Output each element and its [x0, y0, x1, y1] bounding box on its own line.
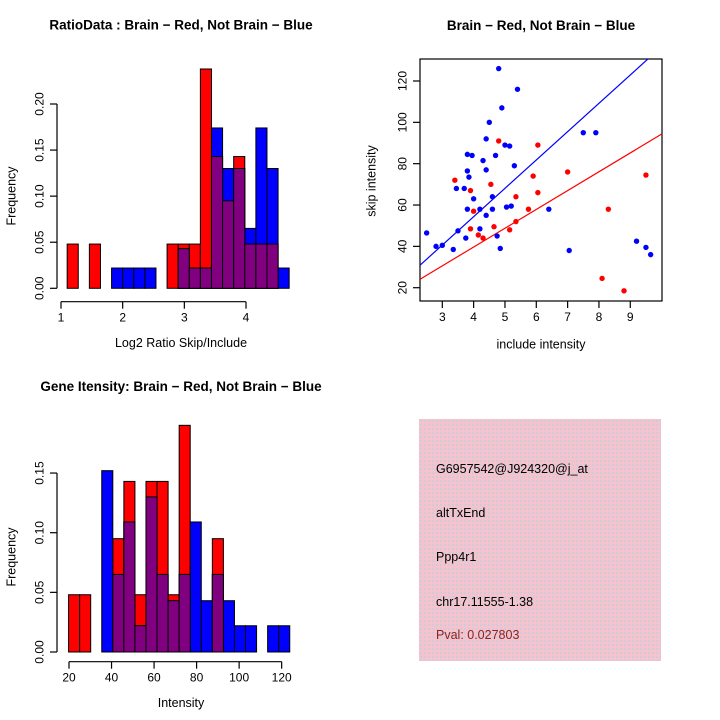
not-brain-fit-line	[420, 59, 648, 265]
gene-histogram-bars	[69, 425, 290, 652]
data-point	[507, 143, 512, 148]
data-point	[513, 219, 518, 224]
data-point	[455, 228, 460, 233]
x-tick-label: 6	[532, 310, 540, 324]
x-tick-label: 1	[57, 310, 65, 325]
data-point	[581, 130, 586, 135]
data-point	[504, 204, 509, 209]
x-tick-label: 20	[62, 670, 76, 685]
data-point	[493, 153, 498, 158]
data-point	[468, 188, 473, 193]
bar-overlap	[212, 574, 223, 652]
data-point	[634, 238, 639, 243]
bar-blue	[145, 268, 156, 288]
data-point	[566, 248, 571, 253]
data-point	[496, 138, 501, 143]
bar-overlap	[178, 249, 189, 289]
probe-id-text: G6957542@J924320@j_at	[436, 462, 588, 476]
data-point	[526, 206, 531, 211]
scatter-axes	[396, 59, 663, 324]
ratio-histogram-xlabel: Log2 Ratio Skip/Include	[114, 336, 248, 350]
x-tick-label: 60	[147, 670, 161, 685]
location-text: chr17.11555-1.38	[436, 595, 534, 609]
data-point	[476, 232, 481, 237]
bar-overlap	[211, 157, 222, 289]
bar-blue	[201, 601, 212, 652]
x-tick-label: 40	[104, 670, 119, 685]
bar-overlap	[200, 268, 211, 288]
data-point	[648, 252, 653, 257]
x-tick-label: 100	[229, 670, 250, 685]
y-tick-label: 0.00	[32, 640, 47, 664]
data-point	[433, 244, 438, 249]
data-point	[465, 206, 470, 211]
data-point	[509, 203, 514, 208]
data-point	[565, 169, 570, 174]
y-tick-label: 120	[395, 70, 410, 92]
bar-red	[80, 595, 91, 652]
bar-blue	[268, 626, 279, 652]
data-point	[487, 120, 492, 125]
data-point	[512, 163, 517, 168]
scatter-title: Brain − Red, Not Brain − Blue	[446, 18, 636, 33]
y-tick-label: 20	[395, 281, 410, 295]
gene-name-text: Ppp4r1	[436, 550, 477, 564]
data-point	[491, 224, 496, 229]
bar-overlap	[223, 201, 234, 289]
x-tick-label: 2	[119, 310, 127, 325]
bar-red	[167, 244, 178, 288]
bar-blue	[223, 601, 234, 652]
data-point	[480, 235, 485, 240]
bar-overlap	[256, 244, 267, 288]
data-point	[490, 194, 495, 199]
pval-text: Pval: 0.027803	[436, 628, 520, 642]
x-tick-label: 7	[564, 310, 571, 324]
bar-overlap	[179, 574, 190, 652]
data-point	[483, 136, 488, 141]
gene-histogram-title: Gene Itensity: Brain − Red, Not Brain − Blue	[40, 379, 322, 394]
data-point	[496, 66, 501, 71]
bar-overlap	[189, 268, 200, 288]
bar-blue	[112, 268, 123, 288]
y-tick-label: 0.00	[32, 276, 47, 300]
bar-overlap	[113, 574, 124, 652]
data-point	[513, 194, 518, 199]
data-point	[424, 230, 429, 235]
bar-overlap	[146, 497, 157, 652]
bar-blue	[246, 626, 257, 652]
data-point	[471, 209, 476, 214]
x-tick-label: 3	[438, 310, 446, 324]
bar-overlap	[245, 244, 256, 288]
ratio-histogram-ylabel: Frequency	[4, 166, 19, 226]
data-point	[546, 206, 551, 211]
data-point	[465, 152, 470, 157]
data-point	[477, 226, 482, 231]
data-point	[483, 167, 488, 172]
data-point	[535, 190, 540, 195]
bar-blue	[279, 626, 290, 652]
bar-blue	[234, 626, 245, 652]
x-tick-label: 80	[189, 670, 204, 685]
gene-histogram-ylabel: Frequency	[4, 527, 19, 587]
x-tick-label: 8	[595, 310, 603, 324]
scatter-ylabel: skip intensity	[364, 145, 379, 217]
y-tick-label: 0.05	[32, 230, 47, 254]
splice-type-text: altTxEnd	[436, 506, 486, 520]
ratio-histogram-bars	[67, 69, 289, 288]
scatter-xlabel: include intensity	[496, 337, 586, 352]
x-tick-label: 9	[626, 310, 634, 324]
data-point	[499, 105, 504, 110]
panel-scatter	[360, 0, 720, 360]
bar-overlap	[124, 522, 135, 652]
data-point	[483, 213, 488, 218]
x-tick-label: 4	[470, 310, 477, 324]
panel-info-box	[419, 419, 661, 661]
gene-histogram-xlabel: Intensity	[157, 696, 205, 710]
data-point	[463, 235, 468, 240]
data-point	[643, 172, 648, 177]
data-point	[477, 206, 482, 211]
panel-ratio-histogram	[0, 0, 360, 360]
panel-gene-histogram	[0, 360, 360, 720]
data-point	[469, 153, 474, 158]
data-point	[471, 196, 476, 201]
data-point	[468, 226, 473, 231]
x-tick-label: 3	[180, 310, 188, 325]
bar-overlap	[168, 601, 179, 652]
bar-overlap	[234, 169, 245, 289]
data-point	[466, 174, 471, 179]
ratio-histogram-title: RatioData : Brain − Red, Not Brain − Blue	[49, 17, 313, 33]
x-tick-label: 5	[501, 310, 509, 324]
bar-blue	[190, 522, 201, 652]
data-point	[621, 288, 626, 293]
x-tick-label: 120	[271, 670, 292, 685]
y-tick-label: 0.15	[32, 461, 47, 485]
bar-red	[200, 69, 211, 288]
bar-blue	[123, 268, 134, 288]
data-point	[498, 246, 503, 251]
data-point	[454, 186, 459, 191]
data-point	[515, 87, 520, 92]
data-point	[465, 168, 470, 173]
data-point	[643, 245, 648, 250]
data-point	[488, 182, 493, 187]
bar-overlap	[267, 244, 278, 288]
data-point	[494, 233, 499, 238]
scatter-fit-lines	[420, 59, 662, 279]
data-point	[507, 227, 512, 232]
bar-blue	[278, 268, 289, 288]
bar-blue	[134, 268, 145, 288]
bar-red	[69, 595, 80, 652]
data-point	[606, 206, 611, 211]
data-point	[451, 247, 456, 252]
bar-red	[67, 244, 78, 288]
y-tick-label: 100	[395, 112, 410, 133]
y-tick-label: 0.05	[32, 580, 47, 605]
bar-red	[89, 244, 100, 288]
y-tick-label: 80	[395, 157, 410, 171]
y-tick-label: 0.10	[32, 521, 47, 545]
data-point	[452, 178, 457, 183]
scatter-points	[424, 66, 653, 294]
bar-overlap	[135, 626, 146, 652]
x-tick-label: 4	[242, 310, 250, 325]
data-point	[599, 276, 604, 281]
data-point	[502, 142, 507, 147]
bar-blue	[102, 471, 113, 652]
data-point	[535, 142, 540, 147]
data-point	[593, 130, 598, 135]
data-point	[462, 186, 467, 191]
data-point	[530, 173, 535, 178]
data-point	[490, 206, 495, 211]
y-tick-label: 0.10	[32, 184, 47, 208]
y-tick-label: 40	[395, 239, 410, 254]
bar-overlap	[157, 574, 168, 652]
data-point	[440, 243, 445, 248]
y-tick-label: 60	[395, 198, 410, 212]
data-point	[480, 158, 485, 163]
y-tick-label: 0.20	[32, 92, 47, 116]
y-tick-label: 0.15	[32, 138, 47, 162]
